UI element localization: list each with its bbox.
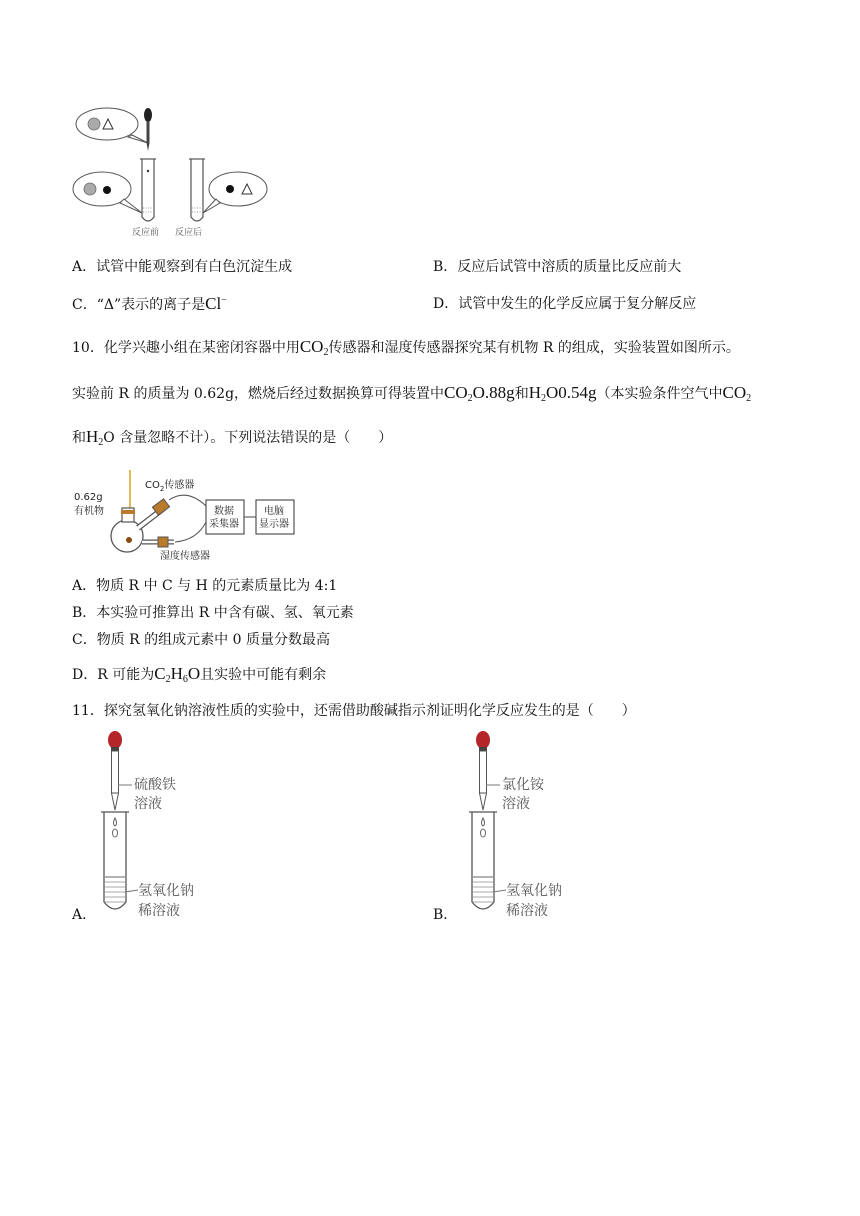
collector-label-2: 采集器 [209, 519, 239, 530]
q11-option-b-figure [466, 730, 576, 925]
dropper-icon [144, 108, 152, 151]
black-ion-icon [226, 185, 234, 193]
sample-icon [126, 537, 132, 543]
q10-option-c: C．物质 R 的组成元素中 0 质量分数最高 [72, 632, 330, 648]
dropper-reagent-line2: 溶液 [134, 796, 162, 812]
tube-reagent-line1: 氢氧化钠 [138, 883, 194, 899]
dropper-icon [476, 731, 500, 810]
q11-option-a-letter: A． [72, 907, 97, 923]
flask-icon [111, 508, 143, 552]
q9-reaction-figure [72, 105, 272, 240]
q10-option-d: D．R 可能为$C_2H_6O$且实验中可能有剩余 [72, 664, 327, 685]
bubble-after [203, 172, 267, 213]
co2-sensor-label: $CO_2$传感器 [145, 480, 195, 493]
q11-option-b-letter: B． [433, 907, 458, 923]
black-ion-icon [103, 186, 111, 194]
q9-option-d: D．试管中发生的化学反应属于复分解反应 [433, 296, 697, 312]
q9-option-c [72, 294, 227, 315]
bubble-before-top [76, 108, 148, 143]
test-tube-icon [101, 812, 138, 909]
mass-label: 0.62g [74, 492, 103, 503]
display-label-2: 显示器 [259, 519, 289, 530]
test-tube-icon [469, 812, 506, 909]
chloride-ion: Cl− [205, 294, 227, 313]
q10-stem-line1: 10．化学兴趣小组在某密闭容器中用$CO_2$传感器和湿度传感器探究某有机物 R 的组成，实验装置如图所示。 [72, 337, 740, 358]
q10-option-b: B．本实验可推算出 R 中含有碳、氢、氧元素 [72, 605, 354, 621]
humidity-sensor-icon [142, 537, 174, 547]
tube-reagent-line2: 稀溶液 [506, 903, 548, 919]
test-tube-before [140, 159, 156, 221]
tube-reagent-line1: 氢氧化钠 [506, 883, 562, 899]
q9-option-c-text: C．“Δ”表示的离子是 [72, 297, 206, 313]
q10-option-a: A．物质 R 中 C 与 H 的元素质量比为 4:1 [72, 578, 338, 594]
q11-option-a-figure [98, 730, 208, 925]
q10-stem-line2: 实验前 R 的质量为 0.62g，燃烧后经过数据换算可得装置中$CO_2O.88g$和$H_2O0.54g$（本实验条件空气中$CO_2$ [72, 383, 752, 404]
dropper-reagent-line1: 硫酸铁 [134, 777, 176, 793]
dropper-reagent-line1: 氯化铵 [502, 777, 544, 793]
bubble-before-bottom [73, 172, 142, 213]
q11-stem: 11．探究氢氧化钠溶液性质的实验中，还需借助酸碱指示剂证明化学反应发生的是（ ） [72, 703, 636, 719]
droplet-icon [482, 818, 485, 826]
humidity-label: 湿度传感器 [160, 551, 210, 562]
organic-label: 有机物 [74, 506, 104, 517]
q10-stem-line3: 和$H_2O$ 含量忽略不计）。下列说法错误的是（ ） [72, 427, 393, 448]
caption-after: 反应后 [175, 228, 203, 238]
test-tube-after [189, 159, 205, 221]
q10-apparatus-figure [72, 470, 300, 565]
display-label-1: 电脑 [264, 506, 284, 517]
q9-option-a: A．试管中能观察到有白色沉淀生成 [72, 259, 293, 275]
tube-reagent-line2: 稀溶液 [138, 903, 180, 919]
dropper-icon [108, 731, 132, 810]
collector-label-1: 数据 [214, 506, 234, 517]
gray-ion-icon [84, 183, 96, 195]
caption-before: 反应前 [132, 228, 160, 238]
q9-option-b: B．反应后试管中溶质的质量比反应前大 [433, 259, 682, 275]
dropper-reagent-line2: 溶液 [502, 796, 530, 812]
gray-ion-icon [88, 118, 100, 130]
co2-sensor-icon [138, 499, 170, 528]
droplet-icon [114, 818, 117, 826]
